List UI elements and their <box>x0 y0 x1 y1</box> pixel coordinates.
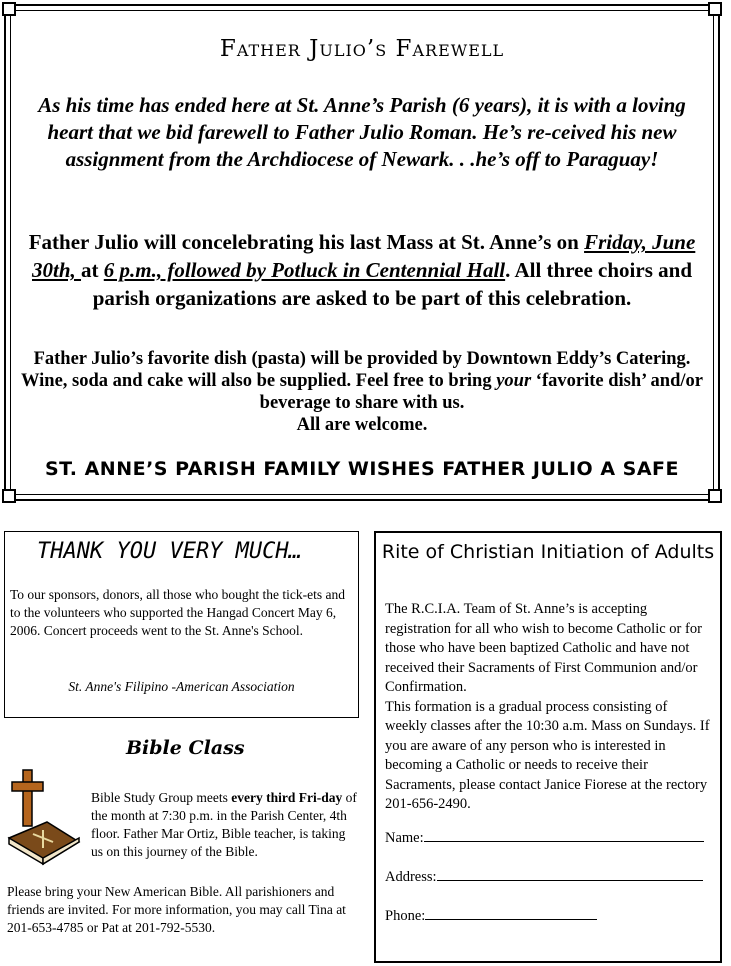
bible-class-body <box>91 789 359 861</box>
welcome-text: All are welcome. <box>296 415 428 435</box>
phone-label: Phone: <box>385 908 426 924</box>
dish-text-end: ‘favorite dish’ and/or beverage to share with us. <box>259 371 703 413</box>
address-field[interactable] <box>385 868 703 886</box>
name-field[interactable] <box>385 829 704 847</box>
thank-you-signature: St. Anne's Filipino -American Association <box>68 679 295 694</box>
phone-field[interactable] <box>385 907 597 925</box>
bible-class-more-info: Please bring your New American Bible. All parishioners and friends are invited. For more information, you may call Tina at 201-653-4785 or Pat at 201-792-5530. <box>7 884 346 935</box>
mass-text: Father Julio will concelebrating his last Mass at St. Anne’s on <box>28 230 585 254</box>
rcia-paragraph: This formation is a gradual process consisting of weekly classes after the 10:30 a.m. Mass on Sundays. If you are aware of any person who is interested in becoming a Catholic or needs to receive their Sacraments, please contact Janice Fiorese at the rectory 201-656-2490. <box>385 698 710 812</box>
rcia-box <box>374 531 722 963</box>
thank-you-title: THANK YOU VERY MUCH… <box>37 539 302 564</box>
rcia-paragraph: The R.C.I.A. Team of St. Anne’s is accepting registration for all who wish to become Catholic or for those who have been baptized Catholic and have not received their Sacraments of First Communion and/or Confirmation. <box>385 601 702 695</box>
rcia-body <box>385 600 710 815</box>
thank-you-box <box>4 531 359 718</box>
mass-date: Friday, June 30th, <box>32 230 696 282</box>
thank-you-body: To our sponsors, donors, all those who bought the tick-ets and to the volunteers who supported the Hangad Concert May 6, 2006. Concert proceeds went to the St. Anne's School. <box>10 587 346 638</box>
mass-text-end: . All three choirs and parish organizations are asked to be part of this celebration. <box>92 258 692 310</box>
bible-cross-icon <box>3 768 83 868</box>
address-label: Address: <box>385 869 437 885</box>
farewell-dish-info <box>16 348 708 436</box>
dish-text: Father Julio’s favorite dish (pasta) will be provided by Downtown Eddy’s Catering. Wine, soda and cake will also be supplied. Feel free to bring <box>21 349 691 391</box>
phone-blank-line[interactable] <box>425 907 597 920</box>
farewell-title: Father Julio’s Farewell <box>219 36 505 62</box>
border-corner <box>2 489 16 503</box>
rcia-title: Rite of Christian Initiation of Adults <box>381 541 715 563</box>
bible-body-text-end: of the month at 7:30 p.m. in the Parish Center, 4th floor. Father Mar Ortiz, Bible teacher, is taking us on this journey of the Bible. <box>91 790 357 859</box>
name-label: Name: <box>385 830 424 846</box>
address-blank-line[interactable] <box>437 868 703 881</box>
mass-at: at <box>81 258 104 282</box>
name-blank-line[interactable] <box>424 829 704 842</box>
farewell-wish: ST. ANNE’S PARISH FAMILY WISHES FATHER JULIO A SAFE <box>45 458 679 480</box>
farewell-mass-info <box>24 228 700 312</box>
mass-time: 6 p.m., followed by Potluck in Centennial Hall <box>103 258 506 282</box>
border-corner <box>708 2 722 16</box>
farewell-intro: As his time has ended here at St. Anne’s Parish (6 years), it is with a loving heart that we bid farewell to Father Julio Roman. He’s re-ceived his new assignment from the Archdiocese of Newark. . .he’s off to Paraguay! <box>38 93 686 171</box>
bible-meeting-day: every third Fri-day <box>231 790 343 805</box>
border-corner <box>708 489 722 503</box>
border-corner <box>2 2 16 16</box>
bible-body-text: Bible Study Group meets <box>91 790 232 805</box>
farewell-box <box>4 4 720 501</box>
bible-class-title: Bible Class <box>126 737 245 759</box>
dish-your: your <box>496 371 532 391</box>
